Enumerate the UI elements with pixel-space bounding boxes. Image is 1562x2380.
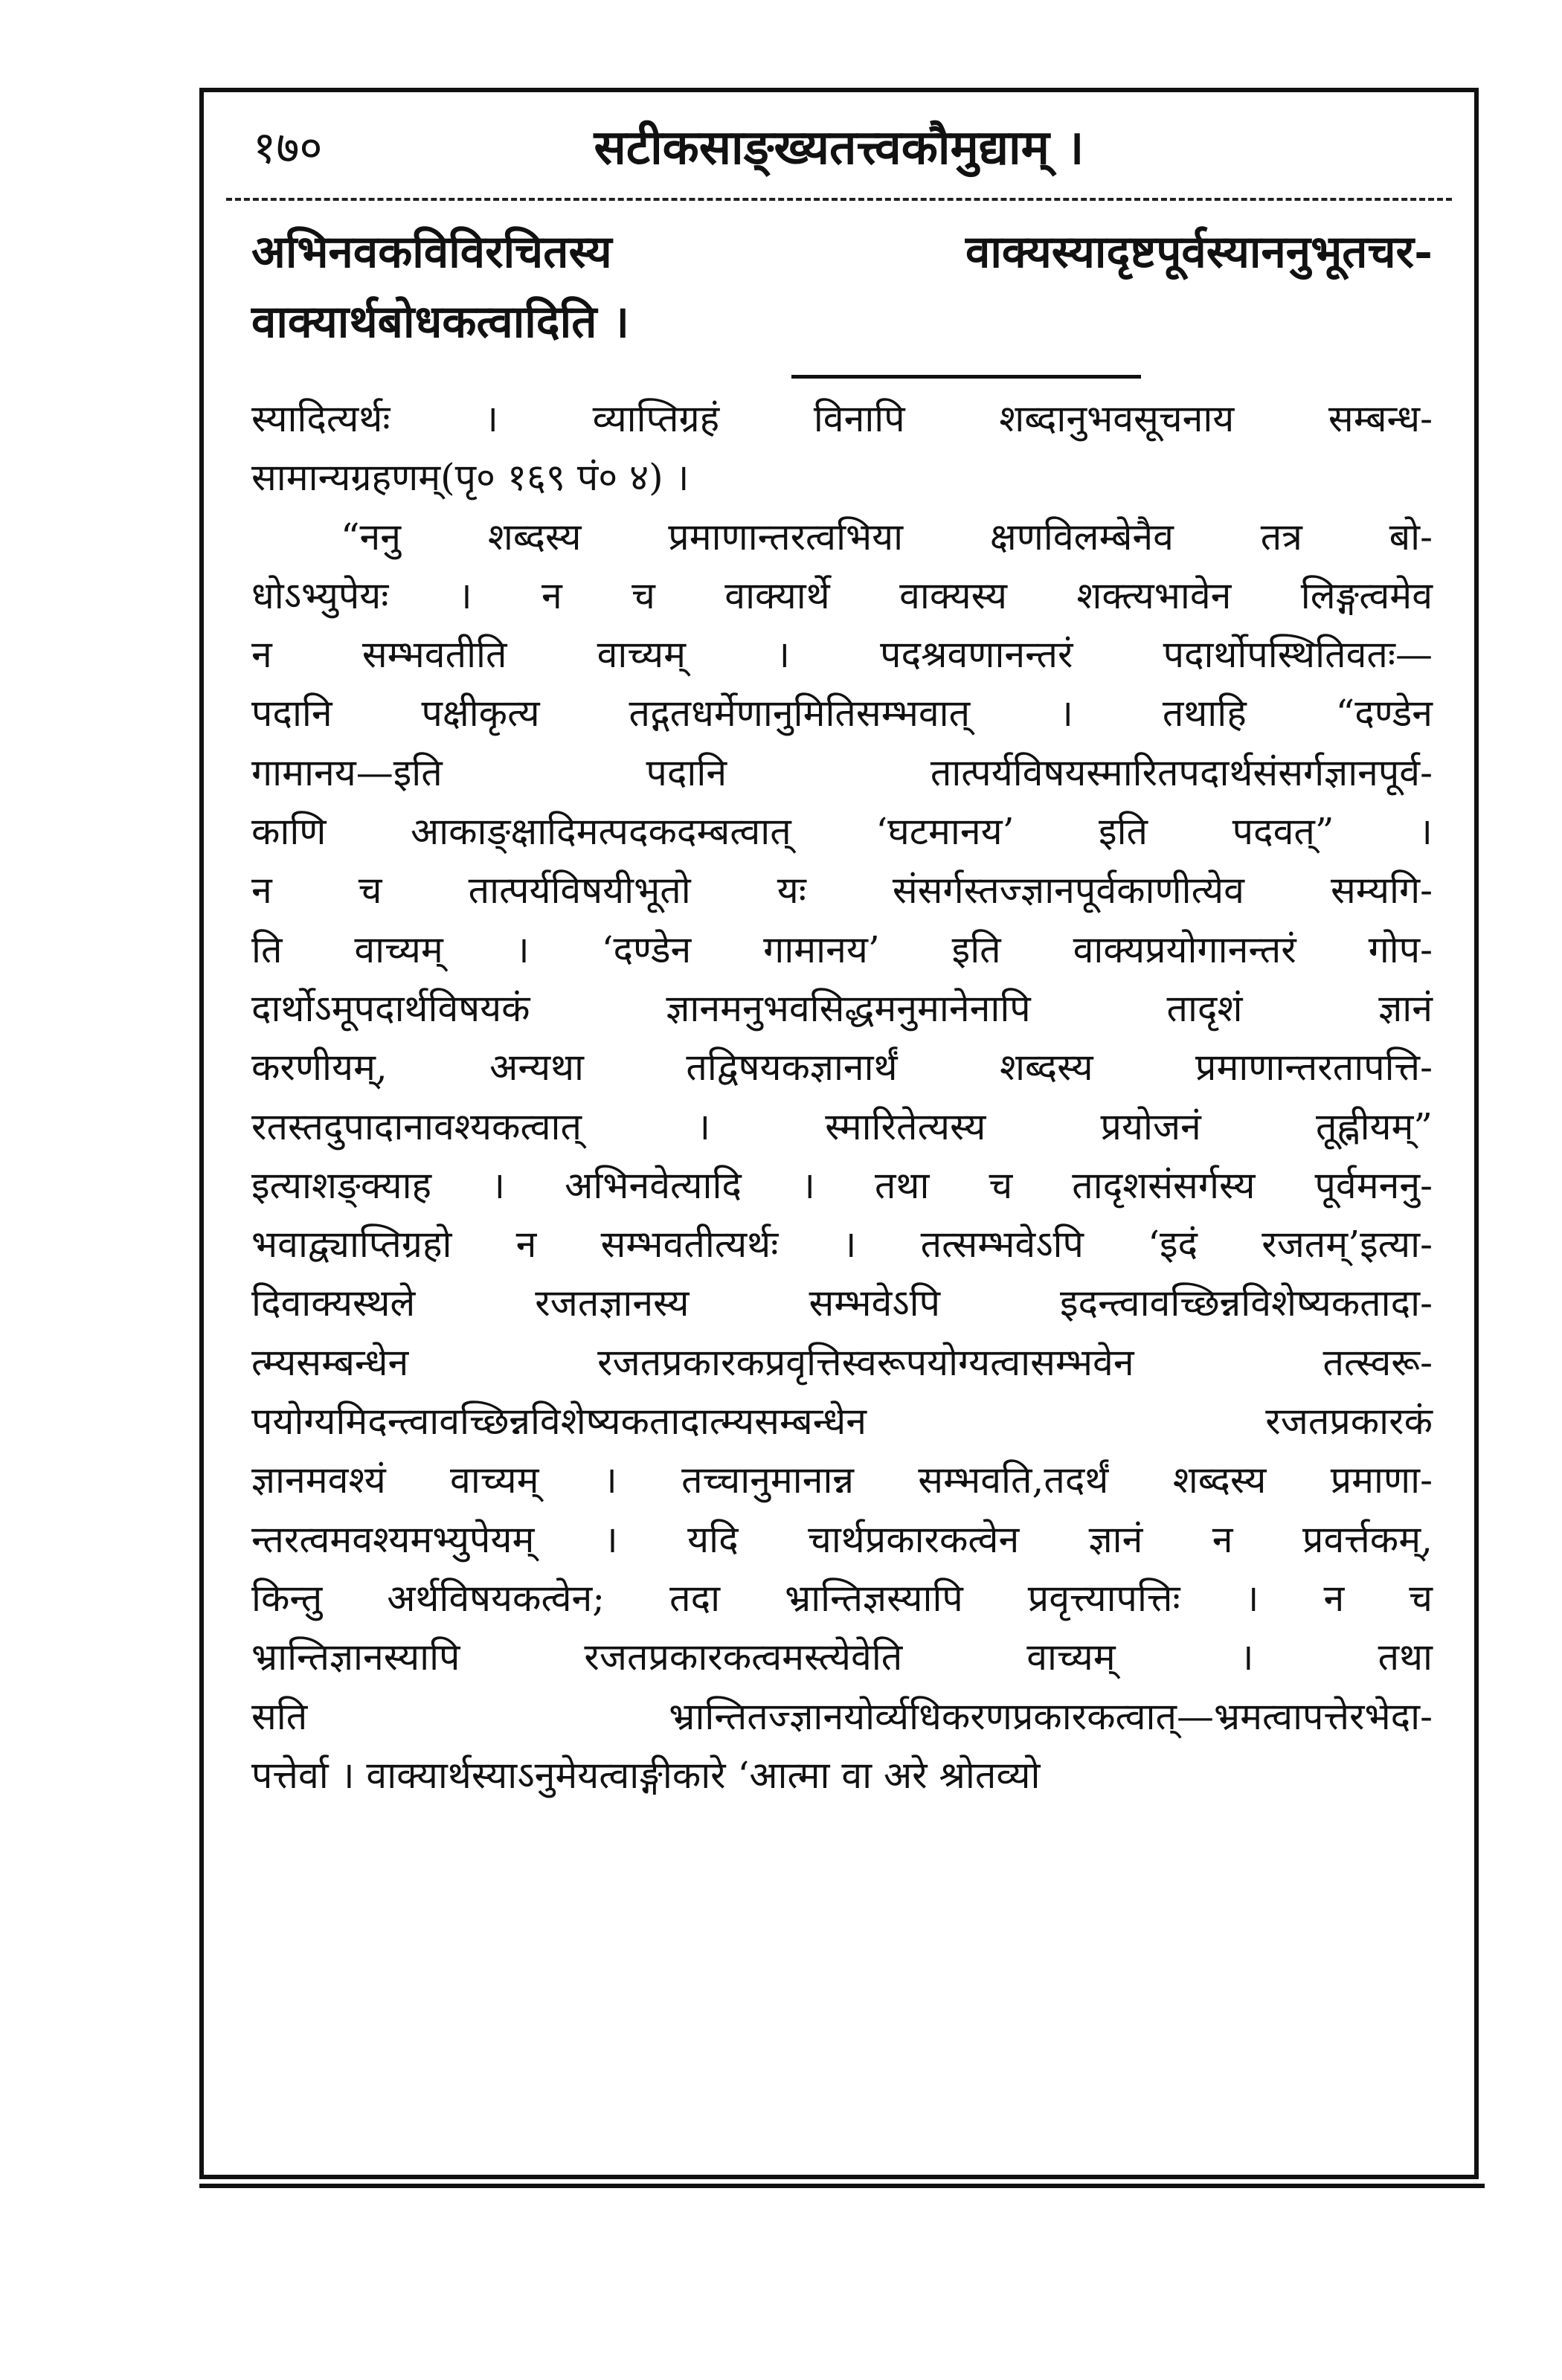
- commentary-line: पदानि पक्षीकृत्य तद्गतधर्मेणानुमितिसम्भवात् । तथाहि “दण्डेन: [251, 692, 1433, 736]
- commentary-line: गामानय—इति पदानि तात्पर्यविषयस्मारितपदार्थसंसर्गज्ञानपूर्व-: [251, 750, 1433, 794]
- commentary-line: न्तरत्वमवश्यमभ्युपेयम् । यदि चार्थप्रकारकत्वेन ज्ञानं न प्रवर्त्तकम्,: [251, 1517, 1433, 1561]
- commentary-line: सामान्यग्रहणम्(पृ० १६९ पं० ४) ।: [251, 456, 690, 500]
- commentary-line: इत्याशङ्क्याह । अभिनवेत्यादि । तथा च तादृशसंसर्गस्य पूर्वमननु-: [251, 1163, 1433, 1207]
- commentary-line: त्म्यसम्बन्धेन रजतप्रकारकप्रवृत्तिस्वरूपयोग्यत्वासम्भवेन तत्स्वरू-: [251, 1340, 1433, 1384]
- page-number: १७०: [253, 122, 323, 174]
- commentary-line: भवाद्व्याप्तिग्रहो न सम्भवतीत्यर्थः । तत्सम्भवेऽपि ‘इदं रजतम्’इत्या-: [251, 1223, 1433, 1267]
- commentary-line: काणि आकाङ्क्षादिमत्पदकदम्बत्वात् ‘घटमानय’ इति पदवत्” ।: [251, 810, 1433, 854]
- page-frame: [199, 88, 1479, 2179]
- commentary-line: न सम्भवतीति वाच्यम् । पदश्रवणानन्तरं पदार्थोपस्थितिवतः—: [251, 633, 1433, 677]
- commentary-line: न च तात्पर्यविषयीभूतो यः संसर्गस्तज्ज्ञानपूर्वकाणीत्येव सम्यगि-: [251, 869, 1433, 913]
- commentary-line: दार्थोऽमूपदार्थविषयकं ज्ञानमनुभवसिद्धमनुमानेनापि तादृशं ज्ञानं: [251, 986, 1433, 1030]
- commentary-line: दिवाक्यस्थले रजतज्ञानस्य सम्भवेऽपि इदन्त्वावच्छिन्नविशेष्यकतादा-: [251, 1281, 1433, 1325]
- commentary-text: [251, 390, 1433, 1805]
- commentary-line: स्यादित्यर्थः । व्याप्तिग्रहं विनापि शब्दानुभवसूचनाय सम्बन्ध-: [251, 397, 1433, 440]
- verse-line: वाक्यार्थबोधकत्वादिति ।: [251, 296, 630, 348]
- commentary-line: रतस्तदुपादानावश्यकत्वात् । स्मारितेत्यस्य प्रयोजनं तूह्नीयम्”: [251, 1104, 1433, 1148]
- verse-line: अभिनवकविविरचितस्य वाक्यस्यादृष्टपूर्वस्याननुभूतचर-: [251, 226, 1433, 278]
- commentary-line: पत्तेर्वा । वाक्यार्थस्याऽनुमेयत्वाङ्गीकारे ‘आत्मा वा अरे श्रोतव्यो: [251, 1753, 1041, 1797]
- verse-text: [251, 217, 1433, 357]
- commentary-line: ति वाच्यम् । ‘दण्डेन गामानय’ इति वाक्यप्रयोगानन्तरं गोप-: [251, 927, 1433, 971]
- commentary-line: पयोग्यमिदन्त्वावच्छिन्नविशेष्यकतादात्म्यसम्बन्धेन रजतप्रकारकं: [251, 1400, 1433, 1444]
- commentary-line: धोऽभ्युपेयः । न च वाक्यार्थे वाक्यस्य शक्त्यभावेन लिङ्गत्वमेव: [251, 573, 1433, 617]
- commentary-line: “ननु शब्दस्य प्रमाणान्तरत्वभिया क्षणविलम्बेनैव तत्र बो-: [341, 515, 1433, 559]
- header-divider: [226, 198, 1452, 201]
- commentary-line: सति भ्रान्तितज्ज्ञानयोर्व्यधिकरणप्रकारकत्वात्—भ्रमत्वापत्तेरभेदा-: [251, 1694, 1433, 1738]
- running-title: सटीकसाङ्ख्यतत्त्वकौमुद्याम् ।: [594, 120, 1084, 176]
- commentary-line: करणीयम्, अन्यथा तद्विषयकज्ञानार्थं शब्दस्य प्रमाणान्तरतापत्ति-: [251, 1046, 1433, 1090]
- running-header: [241, 115, 1437, 181]
- commentary-line: किन्तु अर्थविषयकत्वेन; तदा भ्रान्तिज्ञस्यापि प्रवृत्त्यापत्तिः । न च: [251, 1576, 1433, 1620]
- commentary-line: भ्रान्तिज्ञानस्यापि रजतप्रकारकत्वमस्त्येवेति वाच्यम् । तथा: [251, 1636, 1433, 1679]
- verse-divider: [791, 375, 1141, 379]
- commentary-line: ज्ञानमवश्यं वाच्यम् । तच्चानुमानान्न सम्भवति,तदर्थं शब्दस्य प्रमाणा-: [251, 1458, 1433, 1502]
